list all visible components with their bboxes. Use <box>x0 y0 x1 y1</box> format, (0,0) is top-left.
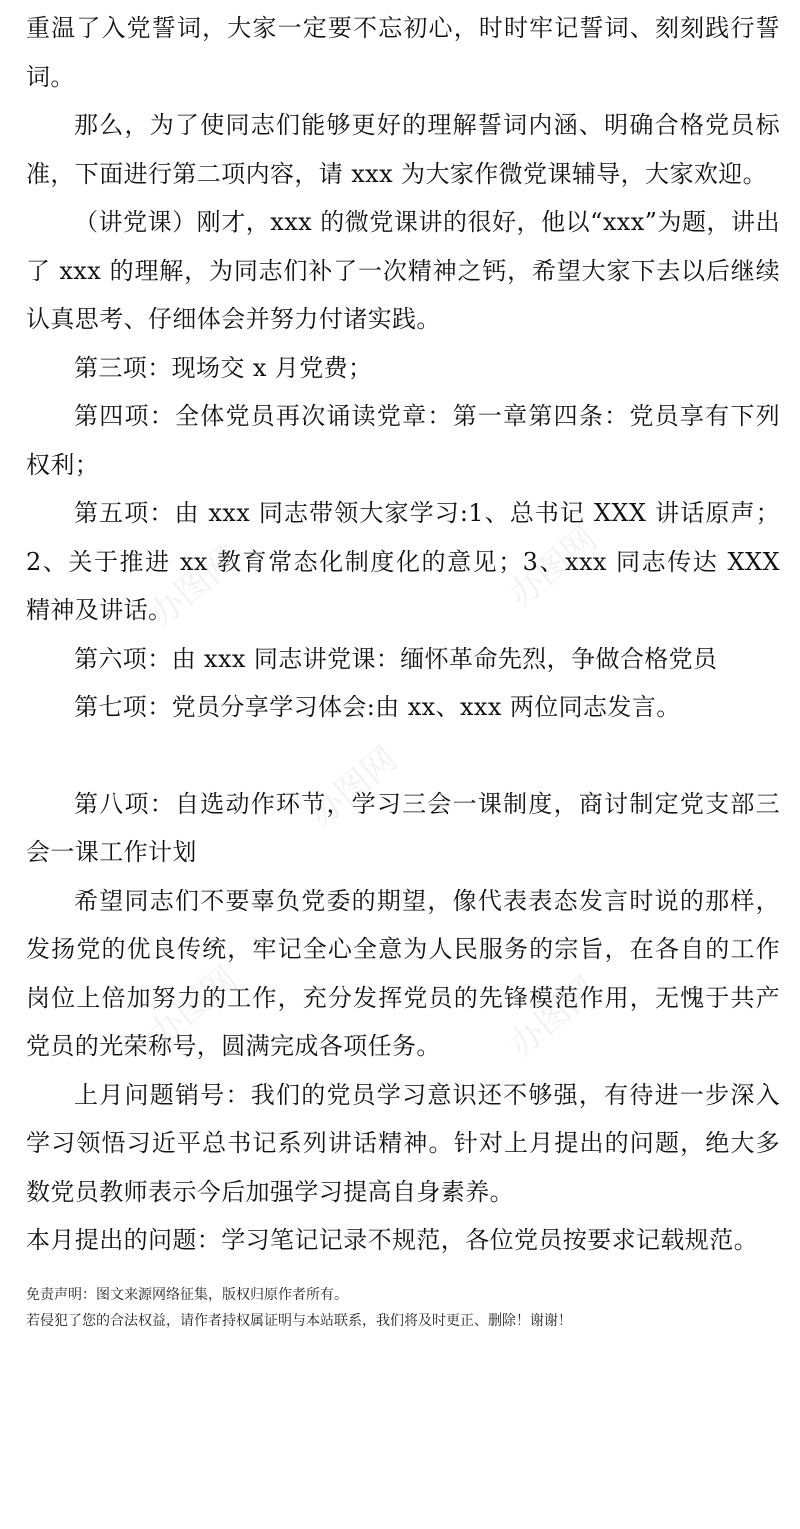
paragraph-this-month-issue: 本月提出的问题：学习笔记记录不规范，各位党员按要求记载规范。 <box>26 1226 758 1254</box>
watermark: 办图网 <box>141 959 246 1056</box>
paragraph-second-item-intro: 那么，为了使同志们能够更好的理解誓词内涵、明确合格党员标准，下面进行第二项内容，请 xxx 为大家作微党课辅导，大家欢迎。 <box>26 111 780 188</box>
watermark: 办图网 <box>141 539 246 636</box>
paragraph-closing-hope: 希望同志们不要辜负党委的期望，像代表表态发言时说的那样，发扬党的优良传统，牢记全心全意为人民服务的宗旨，在各自的工作岗位上倍加努力的工作，充分发挥党员的先锋模范作用，无愧于共产党员的光荣称号，圆满完成各项任务。 <box>26 886 780 1060</box>
disclaimer-line-1: 免责声明：图文来源网络征集，版权归原作者所有。 <box>26 1287 348 1303</box>
watermark: 办图网 <box>301 739 406 836</box>
watermark: 办图网 <box>501 519 606 616</box>
paragraph-item-four: 第四项：全体党员再次诵读党章：第一章第四条：党员享有下列权利； <box>26 402 780 479</box>
disclaimer-line-2: 若侵犯了您的合法权益，请作者持权属证明与本站联系，我们将及时更正、删除！谢谢！ <box>26 1313 572 1329</box>
disclaimer <box>26 1282 572 1334</box>
paragraph-lecture-summary: （讲党课）刚才，xxx 的微党课讲的很好，他以“xxx”为题，讲出了 xxx 的理解，为同志们补了一次精神之钙，希望大家下去以后继续认真思考、仔细体会并努力付诸实践。 <box>26 208 780 333</box>
watermark: 办图网 <box>501 969 606 1066</box>
paragraph-item-three: 第三项：现场交 x 月党费； <box>74 353 373 382</box>
paragraph-item-six: 第六项：由 xxx 同志讲党课：缅怀革命先烈，争做合格党员 <box>74 644 718 673</box>
paragraph-item-seven: 第七项：党员分享学习体会:由 xx、xxx 两位同志发言。 <box>74 693 681 721</box>
document-body <box>26 4 780 1265</box>
paragraph-item-five: 第五项：由 xxx 同志带领大家学习:1、总书记 XXX 讲话原声；2、关于推进 xx 教育常态化制度化的意见；3、xxx 同志传达 XXX 精神及讲话。 <box>26 499 780 624</box>
paragraph-oath-review: 重温了入党誓词，大家一定要不忘初心，时时牢记誓词、刻刻践行誓词。 <box>26 14 780 91</box>
paragraph-item-eight: 第八项：自选动作环节，学习三会一课制度，商讨制定党支部三会一课工作计划 <box>26 789 780 866</box>
paragraph-last-month-issue: 上月问题销号：我们的党员学习意识还不够强，有待进一步深入学习领悟习近平总书记系列讲话精神。针对上月提出的问题，绝大多数党员教师表示今后加强学习提高自身素养。 <box>26 1080 780 1206</box>
